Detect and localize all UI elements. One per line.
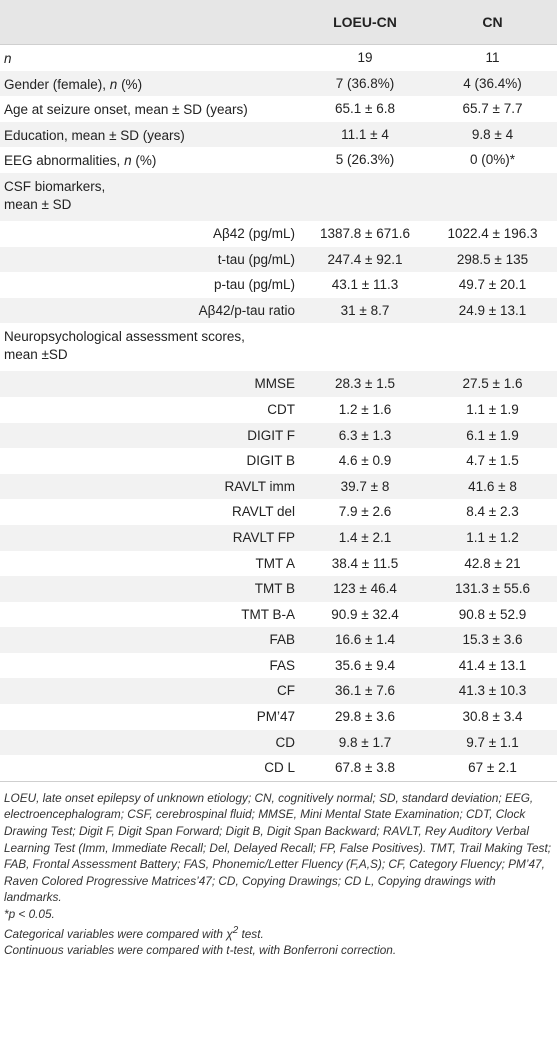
cell-loeu-cn: 43.1 ± 11.3 [331,277,399,293]
cell-cn: 4.7 ± 1.5 [466,453,519,469]
cell-cn: 41.6 ± 8 [468,478,517,494]
cell-loeu-cn: 123 ± 46.4 [333,581,397,597]
cell-loeu-cn: 11.1 ± 4 [341,126,389,142]
cell-loeu-cn: 35.6 ± 9.4 [335,657,395,673]
cell-loeu-cn: 29.8 ± 3.6 [335,709,395,725]
table-row [0,755,557,781]
row-label: p-tau (pg/mL) [213,277,295,293]
cell-cn: 27.5 ± 1.6 [462,376,523,392]
cell-cn: 49.7 ± 20.1 [458,277,527,293]
table-row [0,247,557,273]
row-label: RAVLT del [231,504,295,520]
table-row [0,576,557,602]
table-row [0,602,557,628]
cell-loeu-cn: 39.7 ± 8 [340,478,390,494]
row-label: Gender (female), n (%) [4,76,143,92]
cell-loeu-cn: 7.9 ± 2.6 [338,504,392,520]
cell-loeu-cn: 247.4 ± 92.1 [327,251,403,267]
cell-cn: 41.4 ± 13.1 [458,657,527,673]
row-label: Aβ42/p-tau ratio [198,302,295,318]
cell-cn: 298.5 ± 135 [456,251,529,267]
cell-cn: 8.4 ± 2.3 [466,504,519,520]
section-heading-csf [0,173,557,221]
table-row-gender [0,71,557,97]
row-label: PM’47 [256,709,295,725]
row-label: Aβ42 (pg/mL) [212,225,295,241]
footnote-chi-square: Categorical variables were compared with $\chi^2$ test. [4,924,264,941]
col-header-loeu-cn: LOEU-CN [333,14,397,30]
footnote-pvalue: *p < 0.05. [4,907,55,921]
cell-cn: 42.8 ± 21 [464,555,521,571]
cell-cn: 9.8 ± 4 [471,126,514,142]
cell-loeu-cn: 1.4 ± 2.1 [338,529,392,545]
row-label: RAVLT imm [224,478,295,494]
table-row [0,678,557,704]
cell-loeu-cn: 7 (36.8%) [335,75,395,91]
row-label: RAVLT FP [232,529,295,545]
cell-cn: 1.1 ± 1.9 [466,401,519,417]
table-row [0,397,557,423]
table-row-age [0,96,557,122]
table-row [0,371,557,397]
cell-loeu-cn: 5 (26.3%) [335,152,395,168]
section-heading: CSF biomarkers, mean ± SD [4,178,106,212]
cell-loeu-cn: 4.6 ± 0.9 [338,453,392,469]
row-label: FAS [269,657,295,673]
cell-loeu-cn: 90.9 ± 32.4 [331,606,399,622]
section-heading: Neuropsychological assessment scores, mean ±SD [4,329,245,363]
table-row [0,221,557,247]
table-row-education [0,122,557,148]
table-row [0,272,557,298]
table-row [0,730,557,756]
cell-cn: 9.7 ± 1.1 [466,734,519,750]
row-label: TMT A [255,555,295,571]
table-row [0,423,557,449]
table-row [0,474,557,500]
row-label: DIGIT B [246,453,295,469]
cell-cn: 6.1 ± 1.9 [466,427,519,443]
cell-loeu-cn: 36.1 ± 7.6 [335,683,395,699]
row-label: CD [275,734,295,750]
cell-cn: 131.3 ± 55.6 [455,581,530,597]
table-row [0,298,557,324]
table-row [0,627,557,653]
row-label: CDT [267,401,295,417]
cell-cn: 41.3 ± 10.3 [458,683,527,699]
row-label: TMT B [254,581,295,597]
table-footnotes [0,781,557,959]
row-label: EEG abnormalities, n (%) [4,153,157,169]
cell-cn: 15.3 ± 3.6 [462,632,523,648]
cell-cn: 1.1 ± 1.2 [466,529,519,545]
cell-loeu-cn: 6.3 ± 1.3 [338,427,392,443]
cell-cn: 1022.4 ± 196.3 [447,225,538,241]
cell-cn: 67 ± 2.1 [468,760,517,776]
cell-loeu-cn: 31 ± 8.7 [340,302,390,318]
row-label: CF [277,683,295,699]
table-row [0,551,557,577]
cell-loeu-cn: 9.8 ± 1.7 [338,734,392,750]
cell-loeu-cn: 28.3 ± 1.5 [335,376,395,392]
table-row-n [0,45,557,71]
cell-cn: 24.9 ± 13.1 [458,302,527,318]
cell-loeu-cn: 19 [357,50,373,65]
table-row-eeg [0,147,557,173]
cell-loeu-cn: 65.1 ± 6.8 [335,101,395,117]
cell-cn: 11 [485,50,500,65]
table-row [0,653,557,679]
row-label: TMT B-A [241,606,295,622]
cell-cn: 0 (0%)* [469,152,515,168]
table-row [0,525,557,551]
row-label: FAB [269,632,295,648]
footnote-abbreviations: LOEU, late onset epilepsy of unknown etiology; CN, cognitively normal; SD, standard deviation; EEG, electroencephalogram; CSF, cerebrospinal fluid; MMSE, Mini Mental State Examination; CDT, Clock Drawing Test; Digit F, Digit Span Forward; Digit B, Digit Span Backward; RAVLT, Rey Auditory Verbal Learning Test (Imm, Immediate Recall; Del, Delayed Recall; FP, False Positives). TMT, Trail Making Test; FAB, Frontal Assessment Battery; FAS, Phonemic/Letter Fluency (F,A,S); CF, Category Fluency; PM’47, Raven Colored Progressive Matrices’47; CD, Copying Drawings; CD L, Copying drawings with landmarks. [4,790,551,905]
row-label: t-tau (pg/mL) [217,251,295,267]
cell-loeu-cn: 38.4 ± 11.5 [331,555,399,571]
col-header-cn: CN [482,14,503,30]
cell-loeu-cn: 16.6 ± 1.4 [335,632,395,648]
cell-loeu-cn: 67.8 ± 3.8 [335,760,395,776]
cell-cn: 65.7 ± 7.7 [462,101,523,117]
table-row [0,448,557,474]
cell-cn: 4 (36.4%) [463,75,522,91]
cell-loeu-cn: 1.2 ± 1.6 [338,401,392,417]
section-heading-neuro [0,323,557,371]
row-label: MMSE [254,376,295,392]
row-label: n [4,51,12,66]
table-header [0,0,557,45]
cell-cn: 90.8 ± 52.9 [458,606,527,622]
table-row [0,704,557,730]
row-label: Age at seizure onset, mean ± SD (years) [4,102,248,118]
footnote-ttest: Continuous variables were compared with t-test, with Bonferroni correction. [4,943,397,958]
row-label: Education, mean ± SD (years) [4,127,185,143]
row-label: DIGIT F [247,427,295,443]
cell-loeu-cn: 1387.8 ± 671.6 [320,225,410,241]
row-label: CD L [264,760,295,776]
table-row [0,499,557,525]
cell-cn: 30.8 ± 3.4 [462,709,523,725]
